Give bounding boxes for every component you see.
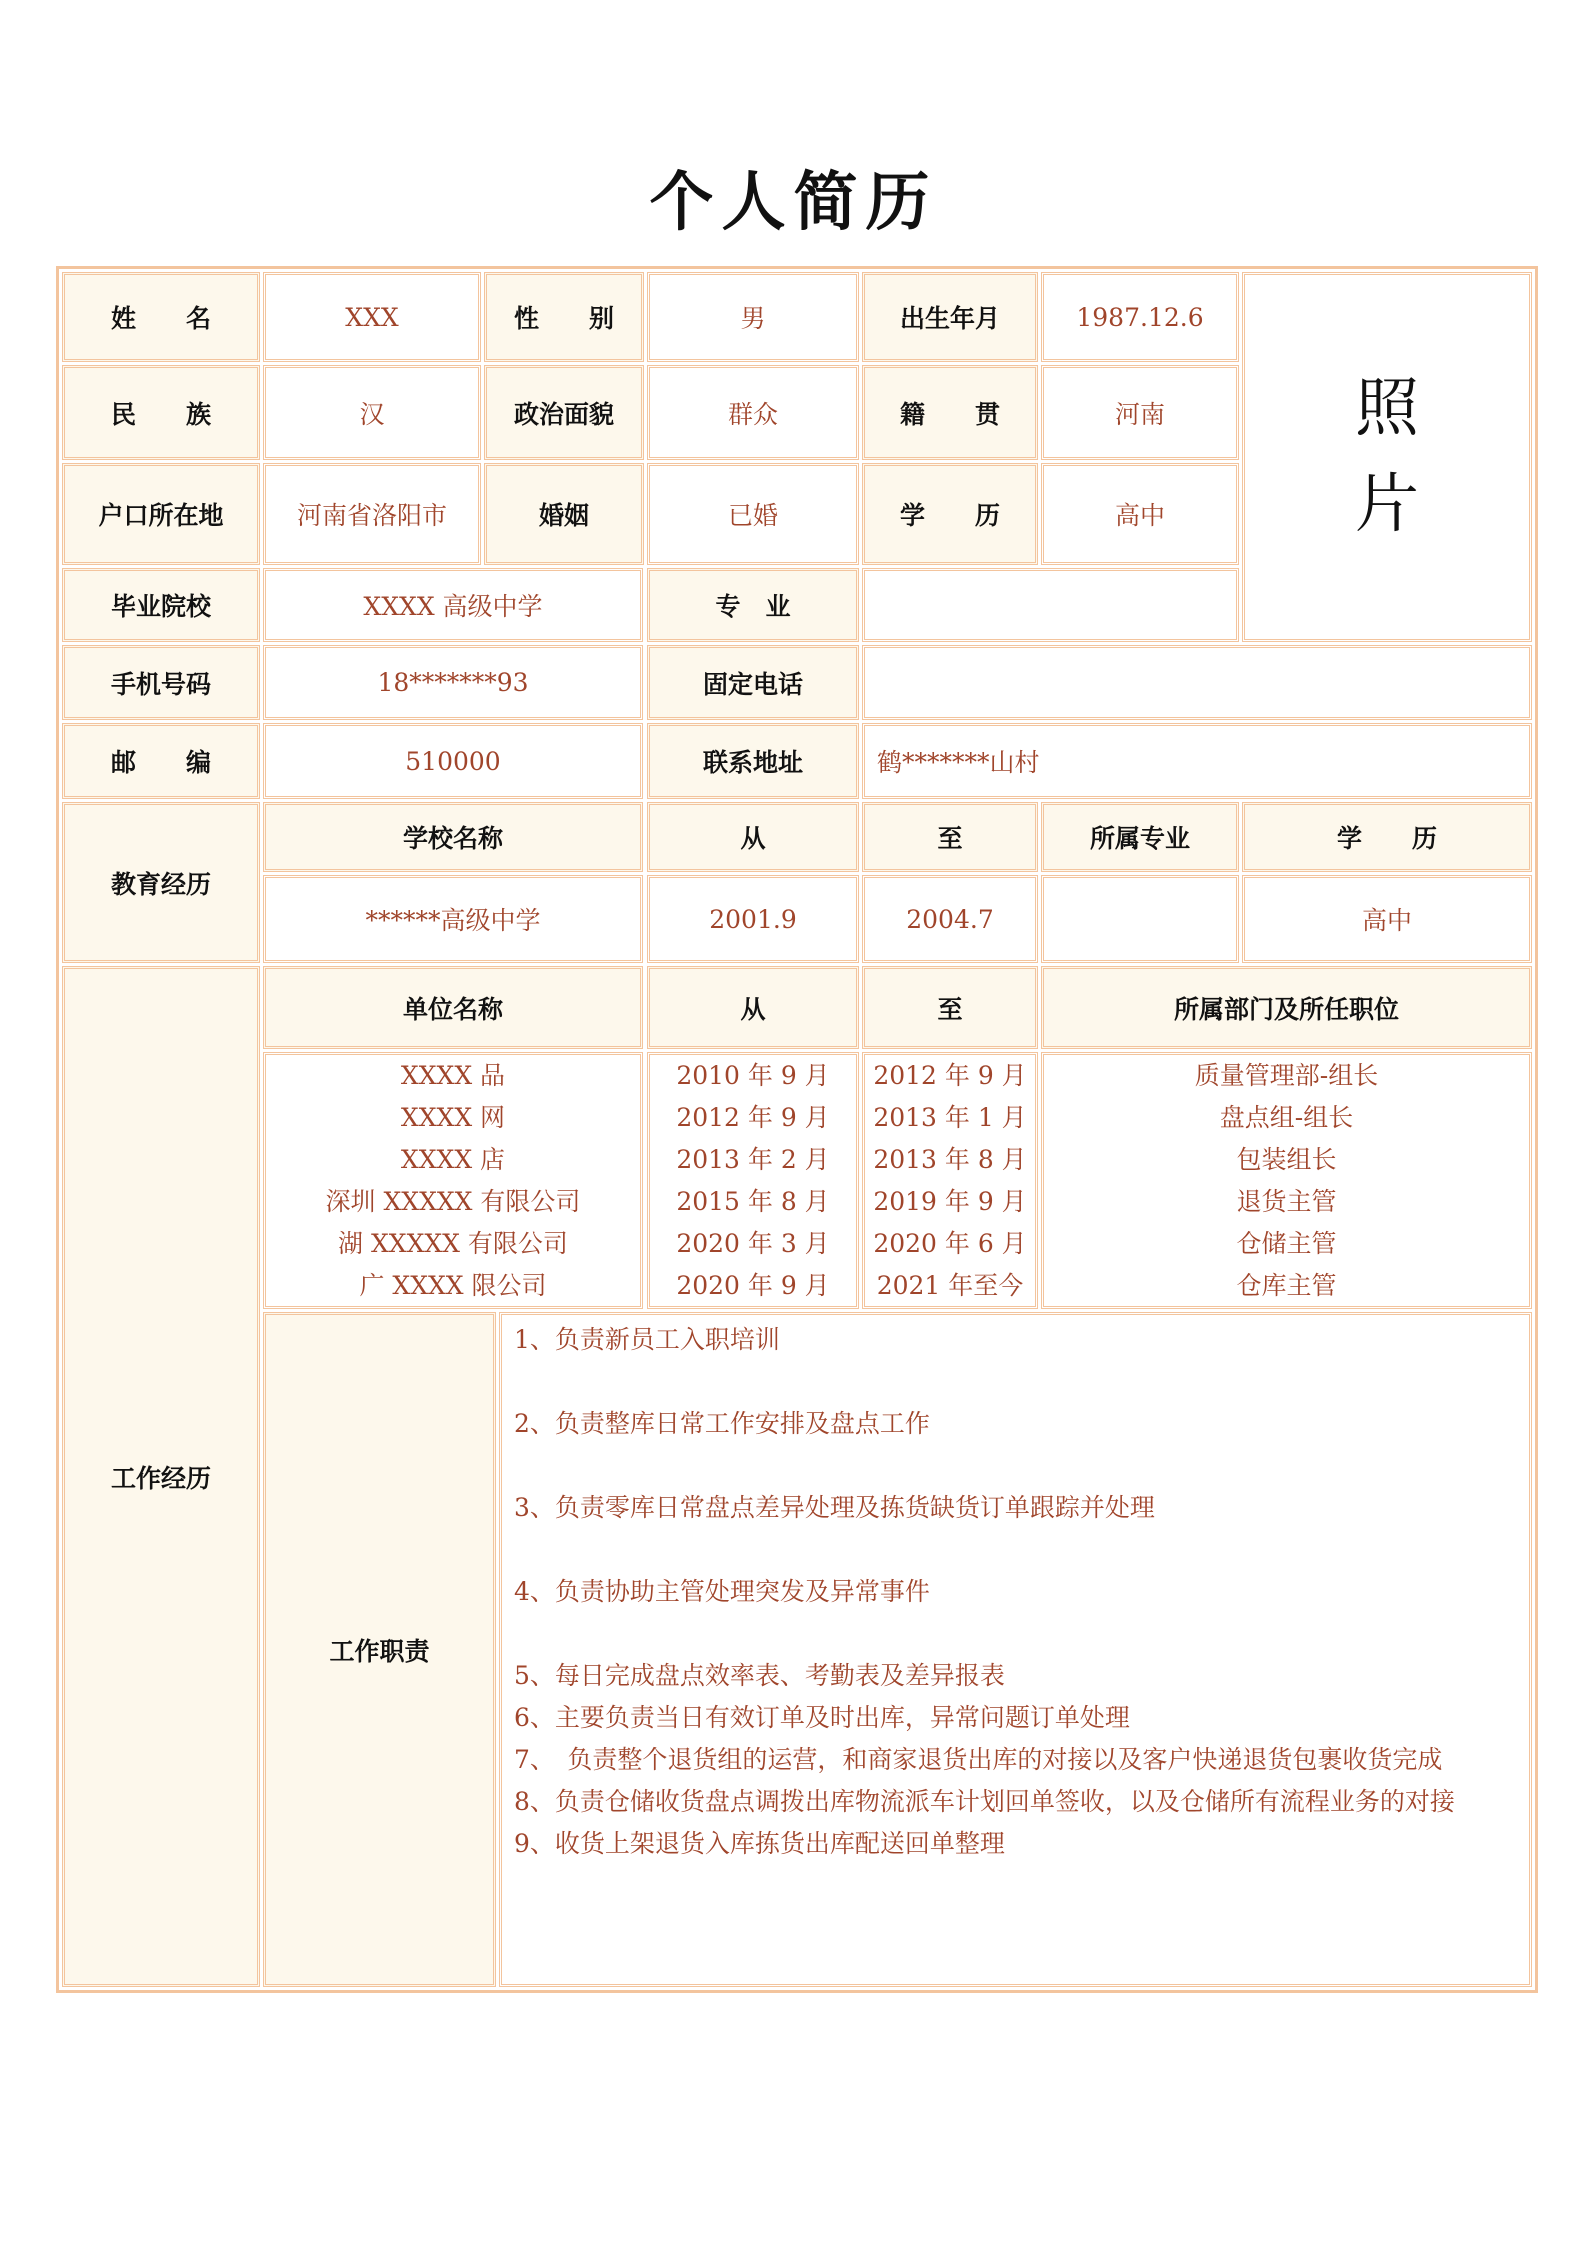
- gender-label: 性 别: [484, 272, 644, 362]
- name-value: XXX: [263, 272, 481, 362]
- to-date: 2013 年 8 月: [873, 1144, 1027, 1174]
- duty-item: 1、负责新员工入职培训: [514, 1325, 780, 1354]
- birth-label: 出生年月: [862, 272, 1038, 362]
- duty-item: 2、负责整库日常工作安排及盘点工作: [514, 1409, 930, 1438]
- native-value: 河南: [1041, 365, 1239, 460]
- duty-item: 7、 负责整个退货组的运营，和商家退货出库的对接以及客户快递退货包裹收货完成: [514, 1745, 1443, 1774]
- photo-text-2: 片: [1355, 468, 1419, 542]
- phone-label: 手机号码: [62, 645, 260, 720]
- school-label: 毕业院校: [62, 568, 260, 642]
- from-date: 2020 年 3 月: [676, 1228, 830, 1258]
- from-date: 2012 年 9 月: [676, 1102, 830, 1132]
- from-date: 2015 年 8 月: [676, 1186, 830, 1216]
- to-date: 2021 年至今: [876, 1270, 1024, 1300]
- gender-value: 男: [647, 272, 859, 362]
- marriage-value: 已婚: [647, 463, 859, 565]
- company-item: 深圳 XXXXX 有限公司: [325, 1186, 581, 1216]
- to-date: 2012 年 9 月: [873, 1060, 1027, 1090]
- company-item: 广 XXXX 限公司: [359, 1270, 547, 1300]
- birth-value: 1987.12.6: [1041, 272, 1239, 362]
- education-section-label: 教育经历: [62, 802, 260, 963]
- work-to-dates: [862, 1052, 1038, 1309]
- position-item: 盘点组-组长: [1219, 1102, 1354, 1132]
- position-item: 质量管理部-组长: [1194, 1060, 1379, 1090]
- duty-item: 4、负责协助主管处理突发及异常事件: [514, 1577, 930, 1606]
- work-header-company: 单位名称: [263, 966, 643, 1049]
- name-label: 姓 名: [62, 272, 260, 362]
- resume-title: 个人简历: [649, 165, 938, 240]
- school-value: XXXX 高级中学: [263, 568, 643, 642]
- position-item: 仓储主管: [1236, 1228, 1337, 1258]
- zip-label: 邮 编: [62, 723, 260, 799]
- to-date: 2019 年 9 月: [873, 1186, 1027, 1216]
- position-item: 退货主管: [1236, 1186, 1337, 1216]
- duty-item: 9、收货上架退货入库拣货出库配送回单整理: [514, 1829, 1005, 1858]
- company-item: XXXX 网: [400, 1102, 506, 1132]
- edu-row-degree: 高中: [1242, 875, 1532, 963]
- edu-row-school: ******高级中学: [263, 875, 643, 963]
- zip-value: 510000: [263, 723, 643, 799]
- duty-item: 5、每日完成盘点效率表、考勤表及差异报表: [514, 1661, 1005, 1690]
- edu-row-from: 2001.9: [647, 875, 859, 963]
- work-header-from: 从: [647, 966, 859, 1049]
- tel-value: [862, 645, 1532, 720]
- position-item: 仓库主管: [1236, 1270, 1337, 1300]
- photo-text-1: 照: [1355, 372, 1419, 446]
- from-date: 2013 年 2 月: [676, 1144, 830, 1174]
- major-label: 专 业: [647, 568, 859, 642]
- edu-header-school: 学校名称: [263, 802, 643, 872]
- to-date: 2020 年 6 月: [873, 1228, 1027, 1258]
- ethnic-value: 汉: [263, 365, 481, 460]
- tel-label: 固定电话: [647, 645, 859, 720]
- duties-label: 工作职责: [263, 1312, 496, 1987]
- edu-header-degree: 学 历: [1242, 802, 1532, 872]
- duties-list: [499, 1312, 1532, 1987]
- phone-value: 18*******93: [263, 645, 643, 720]
- marriage-label: 婚姻: [484, 463, 644, 565]
- company-item: XXXX 品: [400, 1060, 506, 1090]
- edu-label: 学 历: [862, 463, 1038, 565]
- to-date: 2013 年 1 月: [873, 1102, 1027, 1132]
- edu-row-major: [1041, 875, 1239, 963]
- hukou-label: 户口所在地: [62, 463, 260, 565]
- duty-item: 3、负责零库日常盘点差异处理及拣货缺货订单跟踪并处理: [514, 1493, 1155, 1522]
- photo-placeholder: [1242, 272, 1532, 642]
- work-header-to: 至: [862, 966, 1038, 1049]
- position-item: 包装组长: [1236, 1144, 1337, 1174]
- address-label: 联系地址: [647, 723, 859, 799]
- from-date: 2020 年 9 月: [676, 1270, 830, 1300]
- edu-value: 高中: [1041, 463, 1239, 565]
- major-value: [862, 568, 1239, 642]
- work-header-position: 所属部门及所任职位: [1041, 966, 1532, 1049]
- political-label: 政治面貌: [484, 365, 644, 460]
- work-positions: [1041, 1052, 1532, 1309]
- work-companies: [263, 1052, 643, 1309]
- edu-header-from: 从: [647, 802, 859, 872]
- edu-header-major: 所属专业: [1041, 802, 1239, 872]
- native-label: 籍 贯: [862, 365, 1038, 460]
- political-value: 群众: [647, 365, 859, 460]
- from-date: 2010 年 9 月: [676, 1060, 830, 1090]
- company-item: 湖 XXXXX 有限公司: [338, 1228, 568, 1258]
- work-from-dates: [647, 1052, 859, 1309]
- hukou-value: 河南省洛阳市: [263, 463, 481, 565]
- ethnic-label: 民 族: [62, 365, 260, 460]
- duty-item: 6、主要负责当日有效订单及时出库，异常问题订单处理: [514, 1703, 1130, 1732]
- duty-item: 8、负责仓储收货盘点调拨出库物流派车计划回单签收，以及仓储所有流程业务的对接: [514, 1787, 1455, 1816]
- work-section-label: 工作经历: [62, 966, 260, 1987]
- edu-header-to: 至: [862, 802, 1038, 872]
- company-item: XXXX 店: [400, 1144, 506, 1174]
- address-value: 鹤*******山村: [862, 723, 1532, 799]
- edu-row-to: 2004.7: [862, 875, 1038, 963]
